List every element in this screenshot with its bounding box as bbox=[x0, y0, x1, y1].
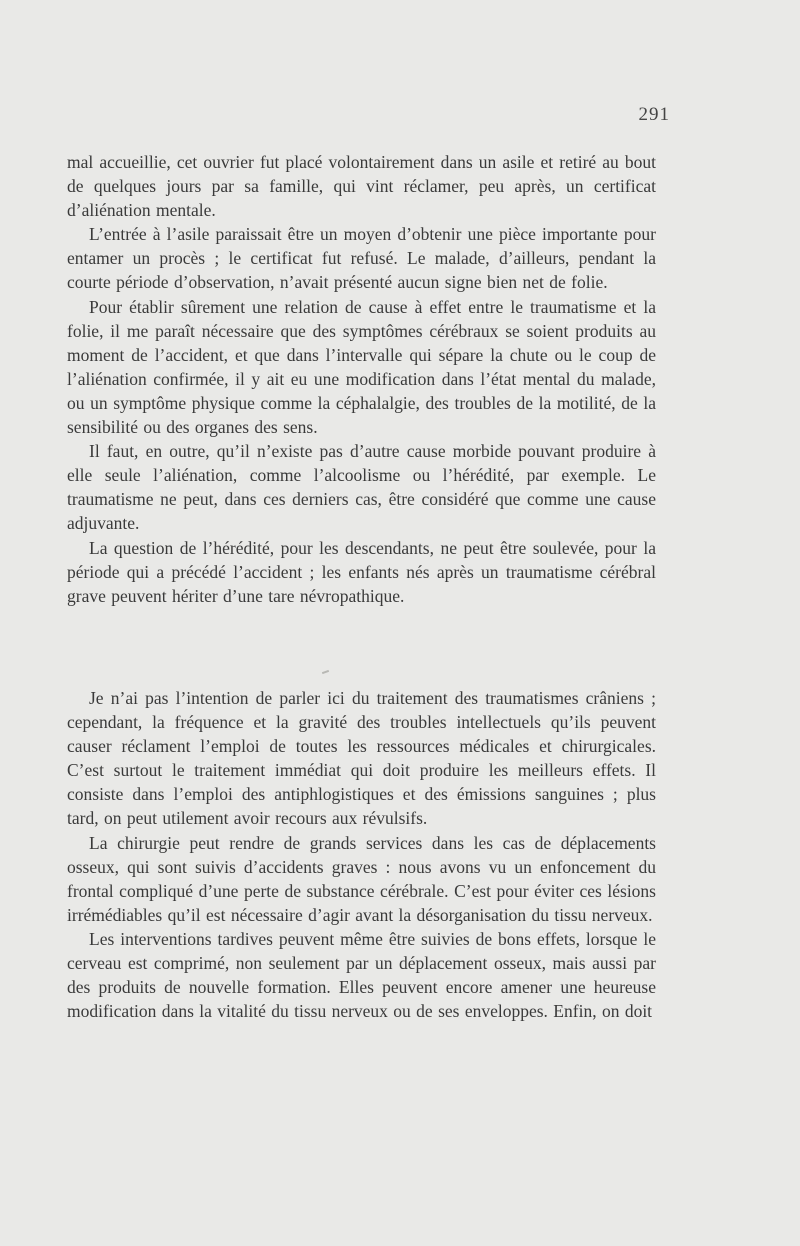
paragraph: Pour établir sûrement une relation de cause à effet entre le traumatisme et la folie, il me paraît nécessaire que des symptômes cérébraux se soient produits au moment de l’accident, et que dans l’intervalle qui sépare la chute ou le coup de l’aliénation confirmée, il y ait eu une modification dans l’état mental du malade, ou un symptôme physique comme la céphalalgie, des troubles de la motilité, de la sensibilité ou des organes des sens. bbox=[67, 296, 656, 438]
paragraph: La chirurgie peut rendre de grands services dans les cas de déplacements osseux, qui sont suivis d’accidents graves : nous avons vu un enfoncement du frontal compliqué d’une perte de substance cérébrale. C’est pour éviter ces lésions irrémédiables qu’il est nécessaire d’agir avant la désorganisation du tissu nerveux. bbox=[67, 832, 656, 925]
paragraph: L’entrée à l’asile paraissait être un moyen d’obtenir une pièce importante pour entamer un procès ; le certificat fut refusé. Le malade, d’ailleurs, pendant la courte période d’observation, n’avait présenté aucun signe bien net de folie. bbox=[67, 224, 656, 293]
paragraph: La question de l’hérédité, pour les descendants, ne peut être soulevée, pour la période qui a précédé l’accident ; les enfants nés après un traumatisme cérébral grave peuvent hériter d’une tare névropathique. bbox=[67, 537, 656, 606]
text-block-second-section bbox=[67, 686, 656, 1023]
paragraph: Les interventions tardives peuvent même être suivies de bons effets, lorsque le cerveau est comprimé, non seulement par un déplacement osseux, mais aussi par des produits de nouvelle formation. Elles peuvent encore amener une heureuse modification dans la vitalité du tissu nerveux ou de ses enveloppes. Enfin, on doit bbox=[67, 928, 656, 1022]
paragraph: Il faut, en outre, qu’il n’existe pas d’autre cause morbide pouvant produire à elle seule l’aliénation, comme l’alcoolisme ou l’hérédité, par exemple. Le traumatisme ne peut, dans ces derniers cas, être considéré que comme une cause adjuvante. bbox=[67, 441, 656, 534]
section-divider-mark bbox=[322, 670, 329, 674]
page-number: 291 bbox=[638, 104, 670, 125]
paragraph: Je n’ai pas l’intention de parler ici du traitement des traumatismes crâniens ; cependant, la fréquence et la gravité des troubles intellectuels qu’ils peuvent causer réclament l’emploi de toutes les ressources médicales et chirurgicales. C’est surtout le traitement immédiat qui doit produire les meilleurs effets. Il consiste dans l’emploi des antiphlogistiques et des émissions sanguines ; plus tard, on peut utilement avoir recours aux révulsifs. bbox=[67, 688, 656, 829]
text-block-first-section bbox=[67, 150, 656, 608]
paragraph: mal accueillie, cet ouvrier fut placé volontairement dans un asile et retiré au bout de quelques jours par sa famille, qui vint réclamer, peu après, un certificat d’aliénation mentale. bbox=[67, 152, 656, 221]
